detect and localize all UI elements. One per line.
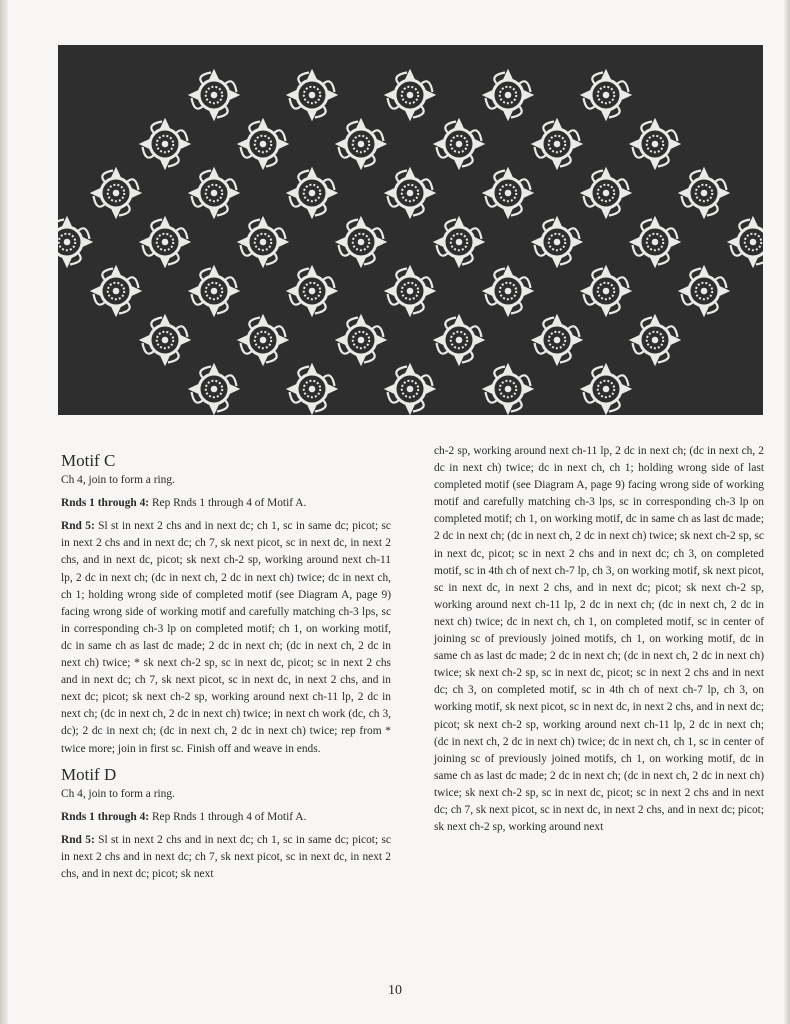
lace-motif-center xyxy=(505,288,512,295)
lace-motif-center xyxy=(603,288,610,295)
lace-motif-center xyxy=(309,386,316,393)
motif-d-intro: Ch 4, join to form a ring. xyxy=(61,787,175,800)
left-column xyxy=(61,448,391,889)
motif-c-rnd-5 xyxy=(61,518,391,757)
right-column-text: ch-2 sp, working around next ch-11 lp, 2 dc in next ch; (dc in next ch, 2 dc in next ch) twice; dc in next ch, ch 1; holding wrong side of last completed motif (see Diagram A, page 9) facing wrong side of working motif and carefully matching ch-3 lps, sc in corresponding ch-3 lp on completed motif; ch 1, on working motif, dc in same ch as last dc made; 2 dc in next ch; (dc in next ch, 2 dc in next ch) twice; sk next ch-2 sp, sc in next dc, picot; sc in next 2 chs and in next dc; ch 3, on completed motif, sc in 4th ch of next ch-7 lp, ch 3, on working motif, sk next picot, sc in next dc, in next 2 chs, and in next dc; picot; sk next ch-2 sp, working around next ch-11 lp, 2 dc in next ch; (dc in next ch, 2 dc in next ch) twice; dc in next ch, ch 1, on completed motif, sc in center of joining sc of previously joined motifs, ch 1, on working motif, dc in same ch as last dc made; 2 dc in next ch; (dc in next ch, 2 dc in next ch) twice; sk next ch-2 sp, sc in next dc, picot; sc in next 2 chs and in next dc; ch 3, on completed motif, sc in 4th ch of next ch-7 lp, ch 3, on working motif, sk next picot, sc in next dc, in next 2 chs, and in next dc; picot; sk next ch-2 sp, working around next ch-11 lp, 2 dc in next ch; (dc in next ch, 2 dc in next ch) twice; dc in next ch, ch 1, sc in center of joining sc of previously joined motifs, ch 1, on working motif, dc in same ch as last dc made; 2 dc in next ch; (dc in next ch, 2 dc in next ch) twice; sk next ch-2 sp, sc in next dc, picot; sc in next 2 chs and in next dc; ch 7, sk next picot, sc in next dc, in next 2 chs, and in next dc; picot; sk next ch-2 sp, working around next xyxy=(434,445,764,834)
motif-d-heading: Motif D xyxy=(61,764,117,784)
lace-motif-center xyxy=(358,337,365,344)
lace-motif-center xyxy=(260,239,267,246)
lace-motif-center xyxy=(211,386,218,393)
lace-runner-illustration xyxy=(58,45,763,415)
lace-motif-center xyxy=(358,141,365,148)
lace-motif-center xyxy=(701,190,708,197)
lace-motif-center xyxy=(652,141,659,148)
lace-motif-center xyxy=(260,337,267,344)
motif-c-intro: Ch 4, join to form a ring. xyxy=(61,474,175,487)
motif-d-rnds-1-4 xyxy=(61,809,391,826)
lace-motif-center xyxy=(554,337,561,344)
lace-motif-center xyxy=(505,190,512,197)
lace-motif-center xyxy=(603,92,610,99)
lace-motif-center xyxy=(309,92,316,99)
motif-d-rnds-label: Rnds 1 through 4: xyxy=(61,810,150,823)
lace-motif-center xyxy=(750,239,757,246)
lace-motif-center xyxy=(211,190,218,197)
lace-motif-center xyxy=(407,190,414,197)
motif-c-heading: Motif C xyxy=(61,451,116,470)
lace-motif-center xyxy=(505,386,512,393)
motif-d-rnd5-label: Rnd 5: xyxy=(61,833,95,846)
lace-motif-center xyxy=(309,288,316,295)
lace-motif-center xyxy=(309,190,316,197)
lace-motif-center xyxy=(211,92,218,99)
lace-motif-center xyxy=(358,239,365,246)
lace-motif-center xyxy=(603,386,610,393)
motif-c-rnds-text: Rep Rnds 1 through 4 of Motif A. xyxy=(149,497,307,510)
lace-motif-center xyxy=(162,337,169,344)
lace-motif-center xyxy=(260,141,267,148)
motif-c-rnds-label: Rnds 1 through 4: xyxy=(61,497,150,510)
lace-motif-center xyxy=(64,239,71,246)
lace-motif-center xyxy=(407,92,414,99)
lace-motif-center xyxy=(113,190,120,197)
lace-motif-center xyxy=(211,288,218,295)
right-column xyxy=(434,443,764,842)
crochet-table-runner-photo xyxy=(58,45,763,415)
lace-motif-center xyxy=(407,288,414,295)
lace-motif-center xyxy=(652,239,659,246)
lace-motif-center xyxy=(456,239,463,246)
lace-motif-center xyxy=(162,141,169,148)
lace-motif-center xyxy=(554,141,561,148)
page-number: 10 xyxy=(388,983,402,998)
motif-c-rnds-1-4 xyxy=(61,495,391,512)
page-gutter-shadow xyxy=(0,0,8,1024)
motif-c-rnd5-text: Sl st in next 2 chs and in next dc; ch 1, sc in same dc; picot; sc in next 2 chs and in next dc; ch 7, sk next picot, sc in next dc, in next 2 chs, and in next dc, picot; sk next ch-2 sp, working around next ch-11 lp, 2 dc in next ch; (dc in next ch, 2 dc in next ch) twice; dc in next ch, ch 1; holding wrong side of completed motif (see Diagram A, page 9) facing wrong side of working motif and carefully matching ch-3 lps, sc in corresponding ch-3 lp on completed motif; ch 1, on working motif, dc in same ch as last dc made; 2 dc in next ch; (dc in next ch, 2 dc in next ch) twice; * sk next ch-2 sp, sc in next dc, picot; sc in next 2 chs and in next dc; ch 7, sk next picot, sc in next dc, in next 2 chs, and in next dc; picot; sk next ch-2 sp, working around next ch-11 lp, 2 dc in next ch; (dc in next ch, 2 dc in next ch) twice; in next ch work (dc, ch 3, dc); 2 dc in next ch; (dc in next ch, 2 dc in next ch) twice; rep from * twice more; join in first sc. Finish off and weave in ends. xyxy=(61,520,391,755)
lace-motif-center xyxy=(603,190,610,197)
motif-d-rnds-text: Rep Rnds 1 through 4 of Motif A. xyxy=(149,810,307,823)
motif-d-rnd-5 xyxy=(61,832,391,883)
lace-motif-center xyxy=(162,239,169,246)
lace-motif-center xyxy=(407,386,414,393)
lace-motif-center xyxy=(652,337,659,344)
lace-motif-center xyxy=(113,288,120,295)
motif-d-rnd5-text: Sl st in next 2 chs and in next dc; ch 1, sc in same dc; picot; sc in next 2 chs and in next dc; ch 7, sk next picot, sc in next dc, in next 2 chs, and in next dc; picot; sk next xyxy=(61,833,391,881)
lace-motif-center xyxy=(505,92,512,99)
lace-motif-center xyxy=(554,239,561,246)
lace-motif-center xyxy=(456,141,463,148)
motif-c-rnd5-label: Rnd 5: xyxy=(61,520,95,533)
lace-motif-center xyxy=(701,288,708,295)
page-edge-shadow xyxy=(784,0,790,1024)
lace-motif-center xyxy=(456,337,463,344)
